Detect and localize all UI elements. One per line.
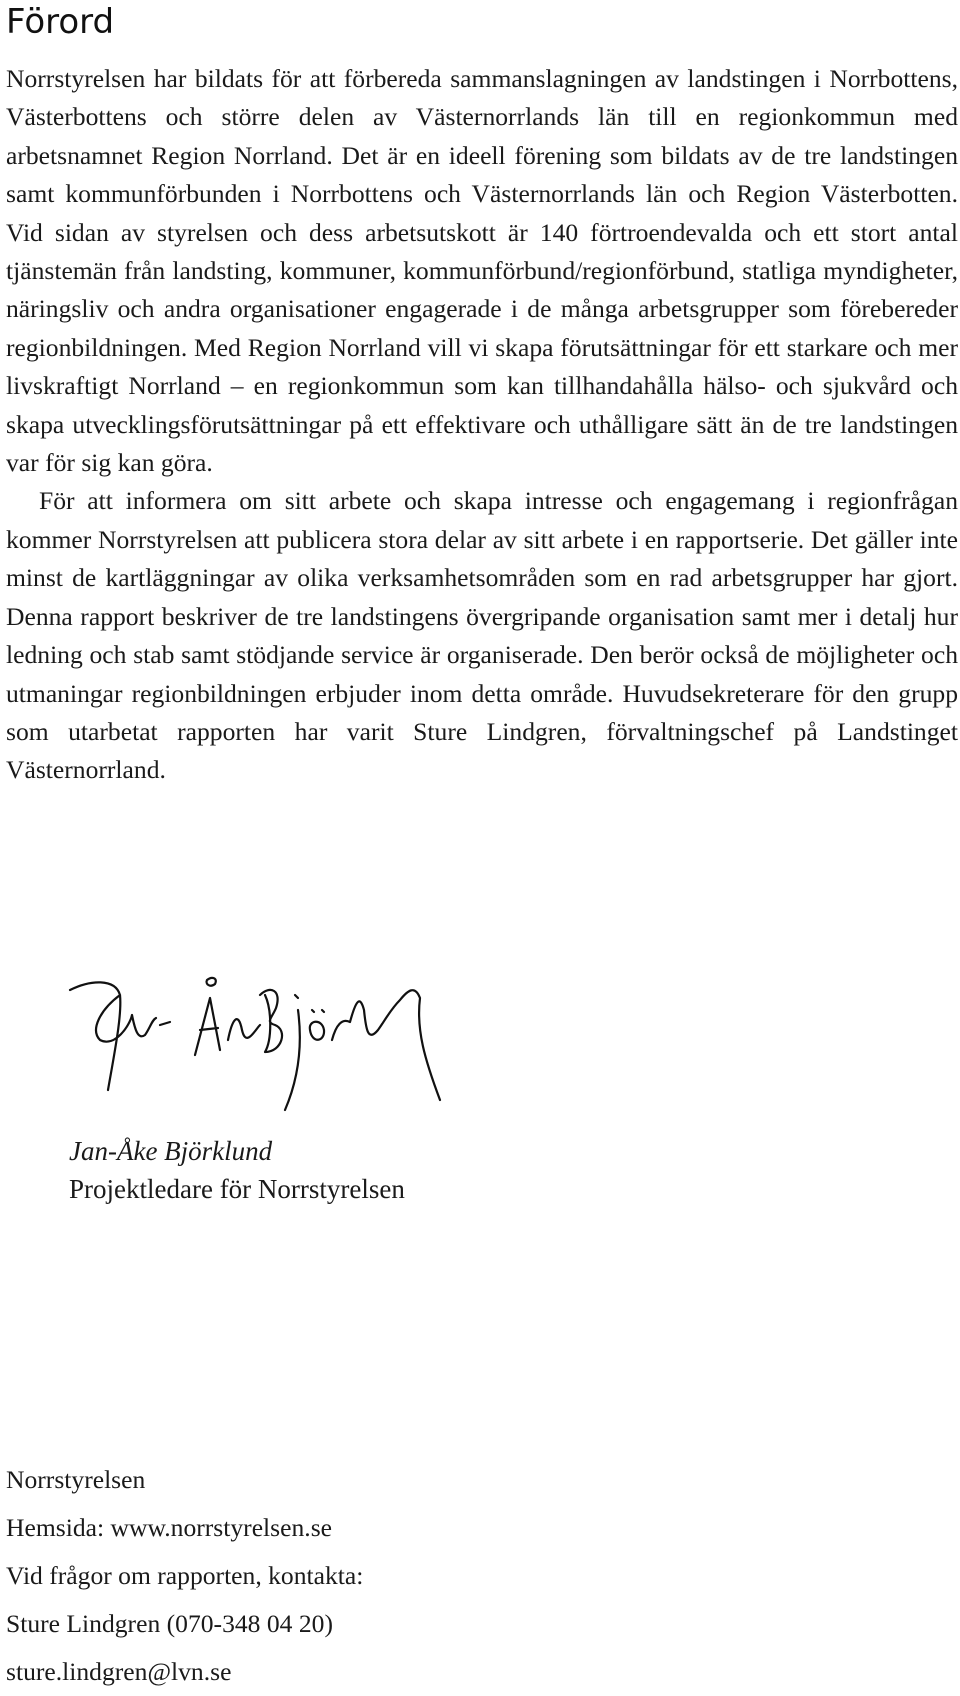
foreword-body xyxy=(6,60,958,790)
contact-block xyxy=(6,1456,606,1696)
signer-name: Jan-Åke Björklund xyxy=(69,1136,273,1166)
contact-website: Hemsida: www.norrstyrelsen.se xyxy=(6,1513,333,1542)
signer-role: Projektledare för Norrstyrelsen xyxy=(69,1174,405,1204)
paragraph-1: Norrstyrelsen har bildats för att förbereda sammanslagningen av landstingen i Norrbottens, Västerbottens och större delen av Västernorrlands län till en regionkommun med arbetsnamnet Region Norrland. Det är en ideell förening som bildats av de tre landstingen samt kommunförbunden i Norrbottens och Västernorrlands län och Region Västerbotten. Vid sidan av styrelsen och dess arbetsutskott är 140 förtroendevalda och ett stort antal tjänstemän från landsting, kommuner, kommunförbund/regionförbund, statliga myndigheter, näringsliv och andra organisationer engagerade i de många arbetsgrupper som förebereder regionbildningen. Med Region Norrland vill vi skapa förutsättningar för ett starkare och mer livskraftigt Norrland – en regionkommun som kan tillhandahålla hälso- och sjukvård och skapa utvecklingsförutsättningar på ett effektivare och uthålligare sätt än de tre landstingen var för sig kan göra. xyxy=(6,64,958,478)
signature-image xyxy=(60,970,480,1130)
contact-organization: Norrstyrelsen xyxy=(6,1465,146,1494)
contact-questions: Vid frågor om rapporten, kontakta: xyxy=(6,1561,364,1590)
paragraph-2: För att informera om sitt arbete och skapa intresse och engagemang i regionfrågan kommer Norrstyrelsen att publicera stora delar av sitt arbete i en rapportserie. Det gäller inte minst de kartläggningar av olika verksamhetsområden som en rad arbetsgrupper har gjort. Denna rapport beskriver de tre landstingens övergripande organisation samt mer i detalj hur ledning och stab samt stödjande service är organiserade. Den berör också de möjligheter och utmaningar regionbildningen erbjuder inom detta område. Huvudsekreterare för den grupp som utarbetat rapporten har varit Sture Lindgren, förvaltningschef på Landstinget Västernorrland. xyxy=(6,486,958,785)
contact-email: sture.lindgren@lvn.se xyxy=(6,1657,232,1686)
contact-person: Sture Lindgren (070-348 04 20) xyxy=(6,1609,333,1638)
page-title: Förord xyxy=(6,2,115,42)
